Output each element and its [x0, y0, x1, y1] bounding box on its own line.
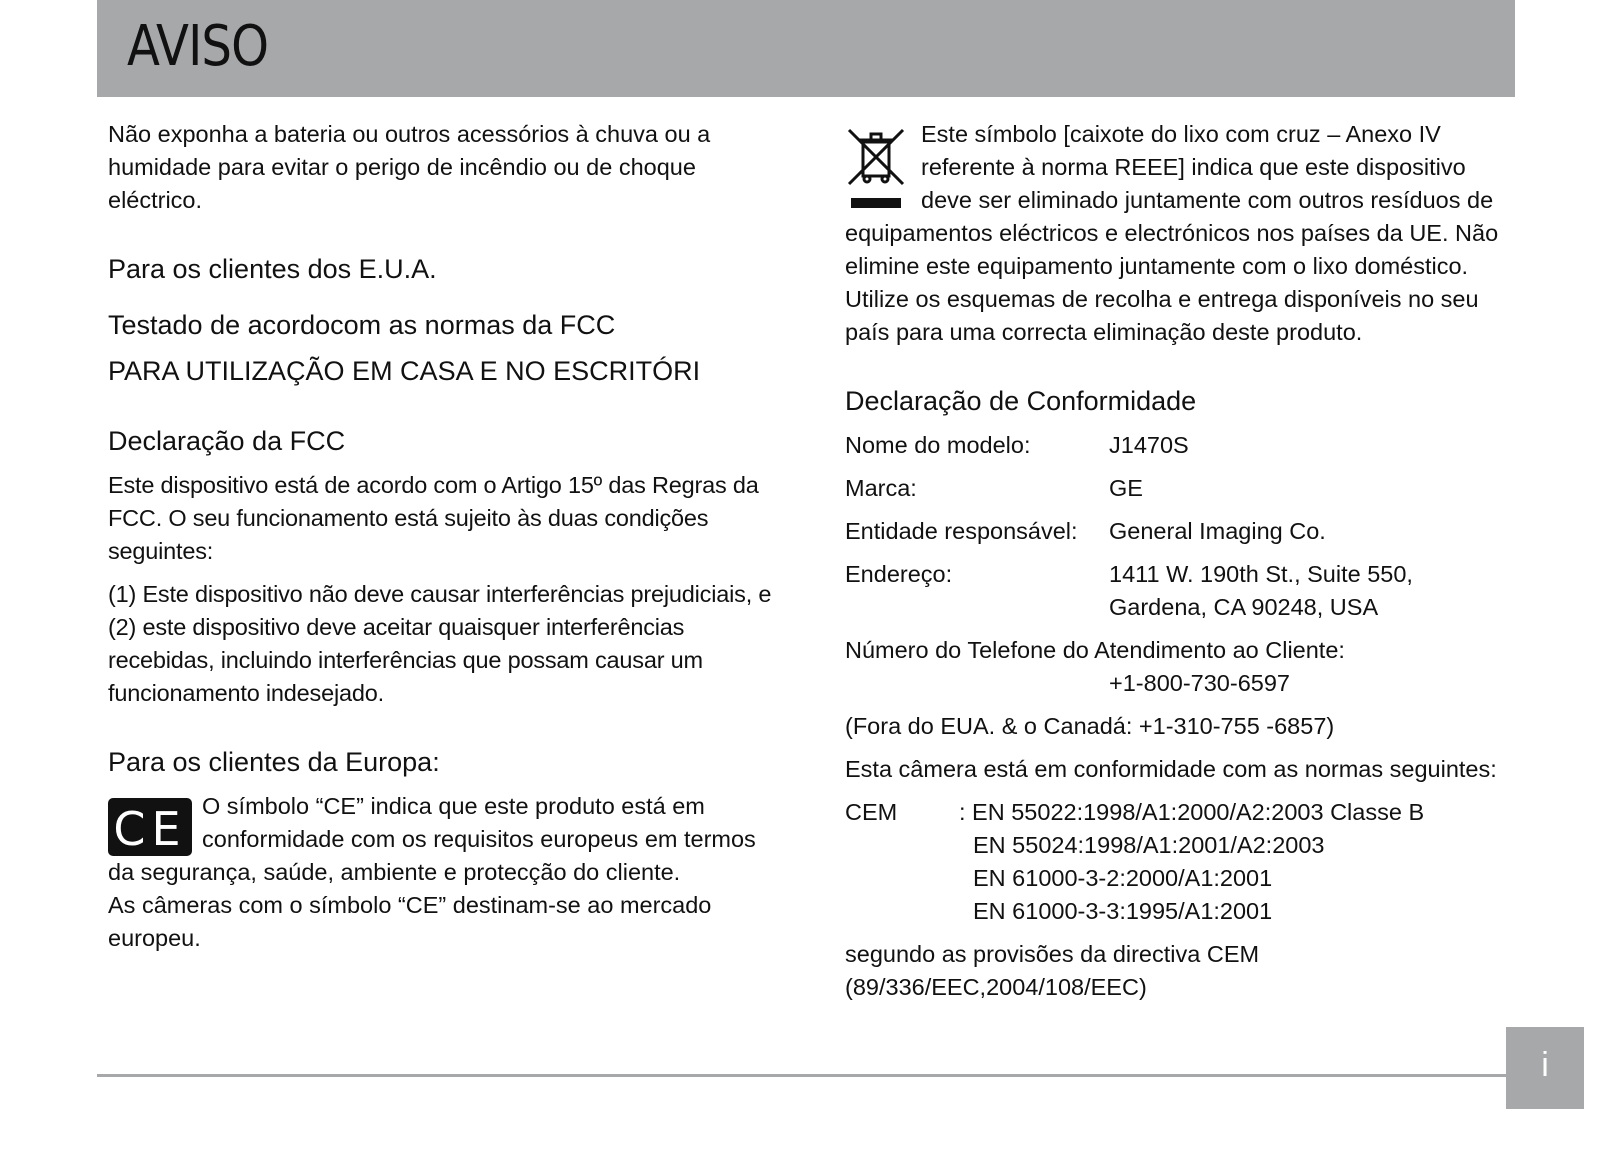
field-label: Nome do modelo:: [845, 432, 1031, 458]
field-label: Marca:: [845, 475, 917, 501]
page-number-tab: [1506, 1027, 1584, 1109]
fcc-statement-heading: Declaração da FCC: [108, 426, 346, 456]
cem-standard-line: : EN 55022:1998/A1:2000/A2:2003 Classe B: [959, 799, 1425, 825]
svg-text:CE: CE: [113, 802, 187, 856]
fcc-tested-heading: Testado de acordocom as normas da FCC: [108, 310, 616, 340]
field-value: 1411 W. 190th St., Suite 550, Gardena, CA 90248, USA: [1109, 561, 1413, 620]
left-column: [108, 118, 773, 955]
ce-section: [108, 790, 773, 955]
standards-intro: Esta câmera está em conformidade com as normas seguintes:: [845, 756, 1497, 782]
page-header: [97, 0, 1515, 97]
weee-paragraph: Este símbolo [caixote do lixo com cruz – Anexo IV referente à norma REEE] indica que este dispositivo deve ser eliminado juntamente com outros resíduos de equipamentos eléctricos e electrónicos nos países da UE. Não elimine este equipamento juntamente com o lixo doméstico. Utilize os esquemas de recolha e entrega disponíveis no seu país para uma correcta eliminação deste produto.: [845, 121, 1499, 345]
right-column: [845, 118, 1505, 1004]
field-responsible: [845, 515, 1505, 548]
fcc-paragraph-1: Este dispositivo está de acordo com o Artigo 15º das Regras da FCC. O seu funcionamento está sujeito às duas condições seguintes:: [108, 472, 759, 564]
field-model: [845, 429, 1505, 462]
usa-heading: Para os clientes dos E.U.A.: [108, 254, 437, 284]
fcc-paragraph-2: (1) Este dispositivo não deve causar interferências prejudiciais, e (2) este dispositivo deve aceitar quaisquer interferências recebidas, incluindo interferências que possam causar um funcionamento indesejado.: [108, 581, 772, 706]
field-label: Entidade responsável:: [845, 518, 1078, 544]
field-brand: [845, 472, 1505, 505]
cem-standard-line: EN 61000-3-3:1995/A1:2001: [973, 898, 1273, 924]
battery-warning: Não exponha a bateria ou outros acessórios à chuva ou a humidade para evitar o perigo de incêndio ou de choque eléctrico.: [108, 121, 711, 213]
phone-value: +1-800-730-6597: [1109, 670, 1290, 696]
page-number: i: [1541, 1046, 1549, 1084]
ce-paragraph-2: As câmeras com o símbolo “CE” destinam-se ao mercado europeu.: [108, 892, 712, 951]
footer-divider: [97, 1074, 1507, 1077]
field-value: General Imaging Co.: [1109, 518, 1326, 544]
cem-standards: [845, 796, 1505, 928]
phone-label: Número do Telefone do Atendimento ao Cliente:: [845, 637, 1345, 663]
crossed-bin-icon: [845, 124, 909, 214]
ce-mark-svg: [108, 798, 192, 856]
outside-phone: (Fora do EUA. & o Canadá: +1-310-755 -6857): [845, 713, 1335, 739]
field-address: [845, 558, 1505, 624]
cem-label: CEM: [845, 799, 898, 825]
field-value: J1470S: [1109, 432, 1189, 458]
page-title: AVISO: [127, 14, 269, 79]
directive-text: segundo as provisões da directiva CEM (89/336/EEC,2004/108/EEC): [845, 941, 1260, 1000]
weee-section: [845, 118, 1505, 349]
cem-standard-line: EN 61000-3-2:2000/A1:2001: [973, 865, 1273, 891]
field-value: GE: [1109, 475, 1143, 501]
cem-standard-line: EN 55024:1998/A1:2001/A2:2003: [973, 832, 1325, 858]
field-label: Endereço:: [845, 561, 953, 587]
conformity-heading: Declaração de Conformidade: [845, 386, 1197, 416]
europe-heading: Para os clientes da Europa:: [108, 747, 440, 777]
home-office-heading: PARA UTILIZAÇÃO EM CASA E NO ESCRITÓRI: [108, 356, 701, 386]
ce-mark-icon: [108, 798, 192, 856]
ce-paragraph: O símbolo “CE” indica que este produto está em conformidade com os requisitos europeus em termos da segurança, saúde, ambiente e protecção do cliente.: [108, 793, 756, 885]
